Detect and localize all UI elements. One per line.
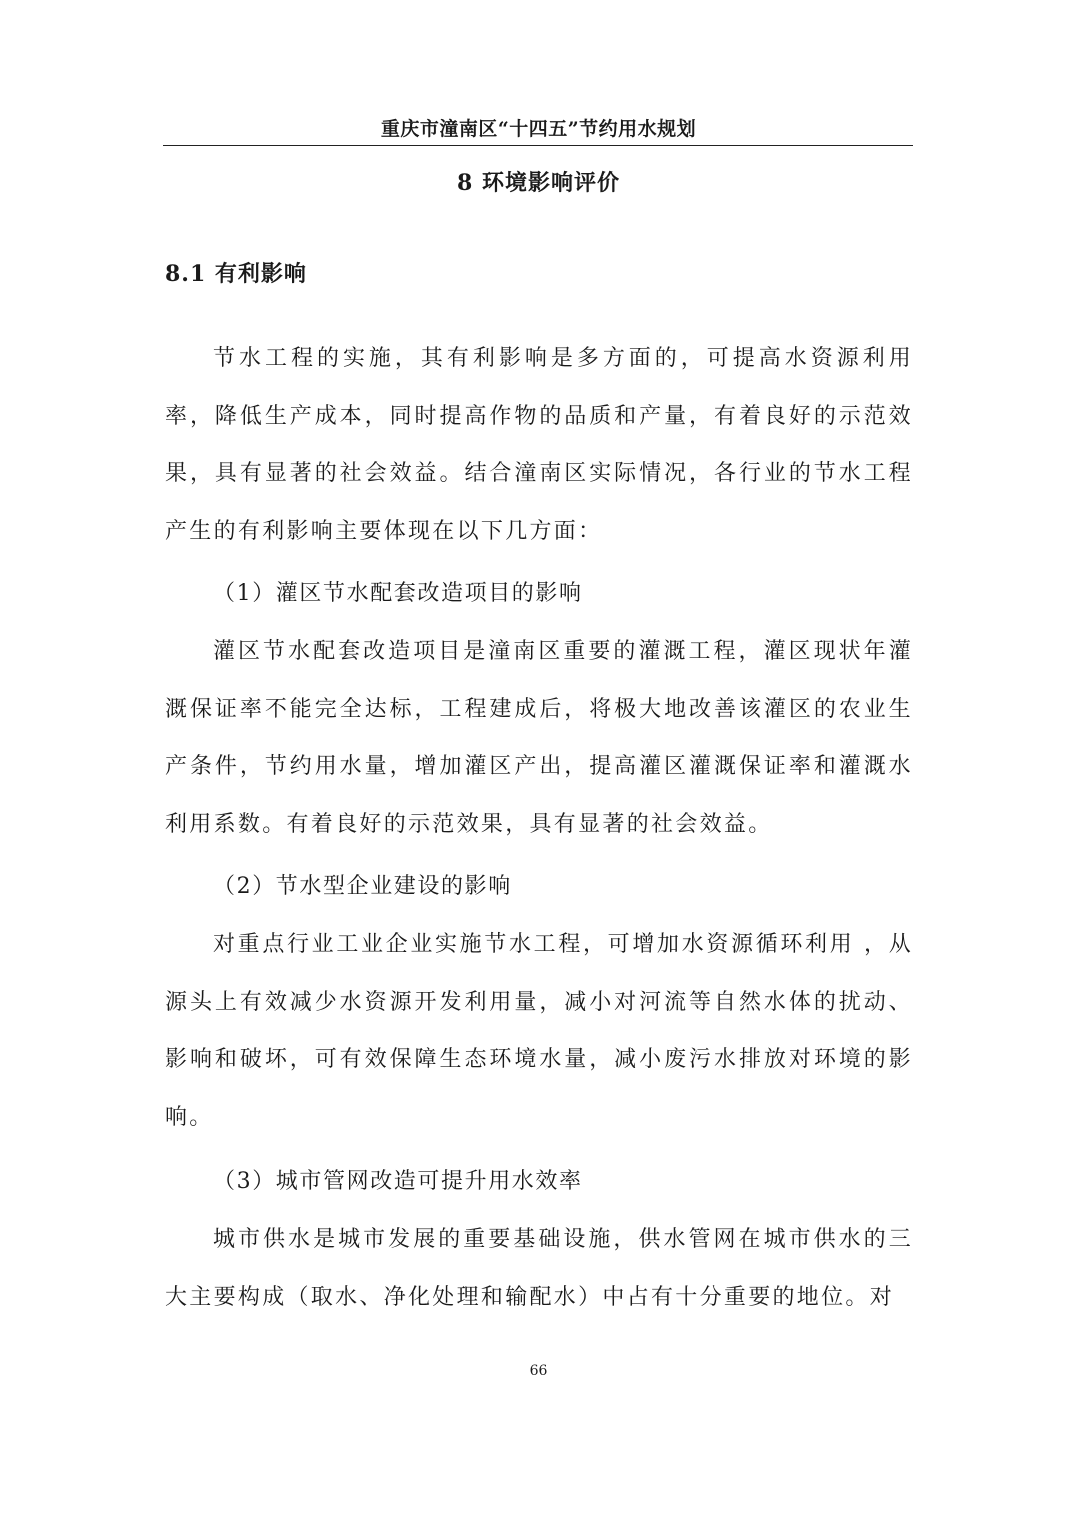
item1-heading: （1）灌区节水配套改造项目的影响	[213, 581, 583, 606]
intro-paragraph: 节水工程的实施，其有利影响是多方面的，可提高水资源利用率，降低生产成本，同时提高作物的品质和产量，有着良好的示范效果，具有显著的社会效益。结合潼南区实际情况，各行业的节水工程产生的有利影响主要体现在以下几方面：	[165, 346, 913, 544]
item3-paragraph: 城市供水是城市发展的重要基础设施，供水管网在城市供水的三大主要构成（取水、净化处理和输配水）中占有十分重要的地位。对	[165, 1227, 913, 1310]
item2-heading: （2）节水型企业建设的影响	[213, 874, 512, 899]
item2-paragraph: 对重点行业工业企业实施节水工程，可增加水资源循环利用 ，从源头上有效减少水资源开发利用量，减小对河流等自然水体的扰动、影响和破坏，可有效保障生态环境水量，减小废污水排放对环境的影响。	[165, 932, 913, 1130]
chapter-title: 8 环境影响评价	[457, 170, 620, 196]
page-number: 66	[529, 1363, 548, 1379]
section-title: 8.1 有利影响	[165, 261, 307, 287]
item1-paragraph: 灌区节水配套改造项目是潼南区重要的灌溉工程，灌区现状年灌溉保证率不能完全达标，工程建成后，将极大地改善该灌区的农业生产条件，节约用水量，增加灌区产出，提高灌区灌溉保证率和灌溉水利用系数。有着良好的示范效果，具有显著的社会效益。	[165, 639, 913, 837]
header-rule	[163, 145, 913, 146]
item3-heading: （3）城市管网改造可提升用水效率	[213, 1169, 583, 1194]
running-header: 重庆市潼南区“十四五”节约用水规划	[380, 118, 697, 140]
